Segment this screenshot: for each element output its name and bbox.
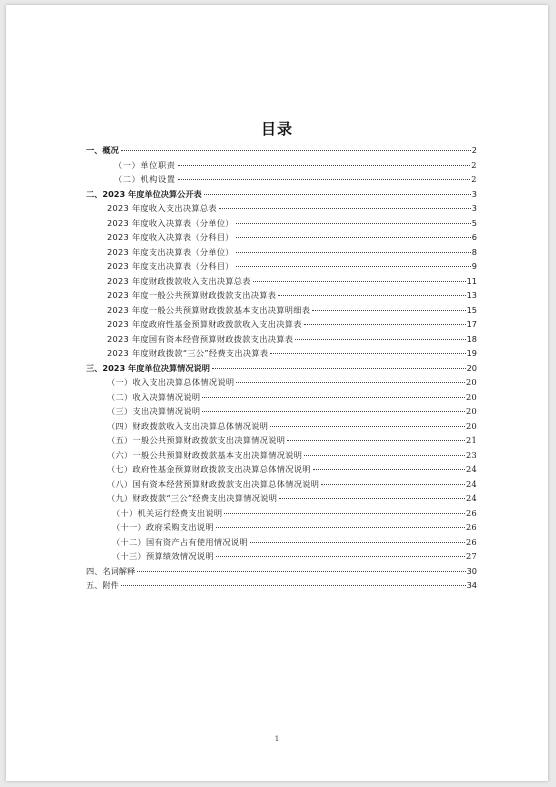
toc-entry-explanation[interactable]: （十三）预算绩效情况说明 27 [112, 551, 477, 561]
toc-entry-table[interactable]: 2023 年度国有资本经营预算财政拨款支出决算表 18 [107, 333, 477, 344]
toc-entry-table[interactable]: 2023 年度收入决算表（分单位） 5 [107, 217, 477, 228]
toc-entry-explanation[interactable]: （七）政府性基金预算财政拨款支出决算总体情况说明 24 [107, 464, 477, 474]
toc-entry-table[interactable]: 2023 年度支出决算表（分单位） 8 [107, 246, 477, 257]
toc-entry-explanation[interactable]: （八）国有资本经营预算财政拨款支出决算总体情况说明 24 [107, 478, 477, 489]
toc-entry-explanation[interactable]: （一）收入支出决算总体情况说明 20 [107, 377, 477, 387]
toc-entry-explanation[interactable]: （十一）政府采购支出说明 26 [112, 522, 477, 532]
toc-entry-explanation[interactable]: （六）一般公共预算财政拨款基本支出决算情况说明 23 [107, 449, 477, 460]
toc-entry-table[interactable]: 2023 年度财政拨款“三公”经费支出决算表 19 [107, 348, 477, 358]
toc-entry-table[interactable]: 2023 年度收入支出决算总表 3 [107, 203, 477, 213]
document-page [6, 5, 548, 781]
toc-entry-explanation[interactable]: （九）财政拨款“三公”经费支出决算情况说明 24 [107, 493, 477, 503]
toc-entry-explanation[interactable]: （三）支出决算情况说明 20 [107, 406, 477, 416]
toc-entry-organization[interactable]: （二）机构设置 2 [114, 174, 477, 184]
toc-entry-table[interactable]: 2023 年度政府性基金预算财政拨款收入支出决算表 17 [107, 319, 477, 329]
toc-entry-explanation[interactable]: （十）机关运行经费支出说明 26 [112, 507, 477, 518]
toc-entry-duties[interactable]: （一）单位职责 2 [114, 159, 477, 170]
toc-entry-table[interactable]: 2023 年度支出决算表（分科目） 9 [107, 261, 477, 271]
toc-entry-table[interactable]: 2023 年度收入决算表（分科目） 6 [107, 232, 477, 242]
toc-entry-overview[interactable]: 一、概况 2 [86, 145, 477, 155]
toc-entry-public-tables[interactable]: 二、2023 年度单位决算公开表 3 [86, 188, 477, 199]
toc-entry-explanation[interactable]: （四）财政拨款收入支出决算总体情况说明 20 [107, 420, 477, 431]
toc-entry-table[interactable]: 2023 年度财政拨款收入支出决算总表 11 [107, 275, 477, 286]
toc-entry-explanation[interactable]: （五）一般公共预算财政拨款支出决算情况说明 21 [107, 435, 477, 445]
toc-entry-explanation[interactable]: （十二）国有资产占有使用情况说明 26 [112, 536, 477, 547]
toc-entry-table[interactable]: 2023 年度一般公共预算财政拨款支出决算表 13 [107, 290, 477, 300]
toc-entry-glossary[interactable]: 四、名词解释 30 [86, 565, 477, 576]
page-number: 1 [274, 735, 280, 743]
table-of-contents [86, 143, 477, 593]
toc-entry-explanation[interactable]: （二）收入决算情况说明 20 [107, 391, 477, 402]
toc-entry-attachments[interactable]: 五、附件 34 [86, 580, 477, 590]
toc-entry-explanations[interactable]: 三、2023 年度单位决算情况说明 20 [86, 362, 477, 373]
toc-title: 目录 [260, 120, 293, 138]
toc-entry-table[interactable]: 2023 年度一般公共预算财政拨款基本支出决算明细表 15 [107, 304, 477, 315]
